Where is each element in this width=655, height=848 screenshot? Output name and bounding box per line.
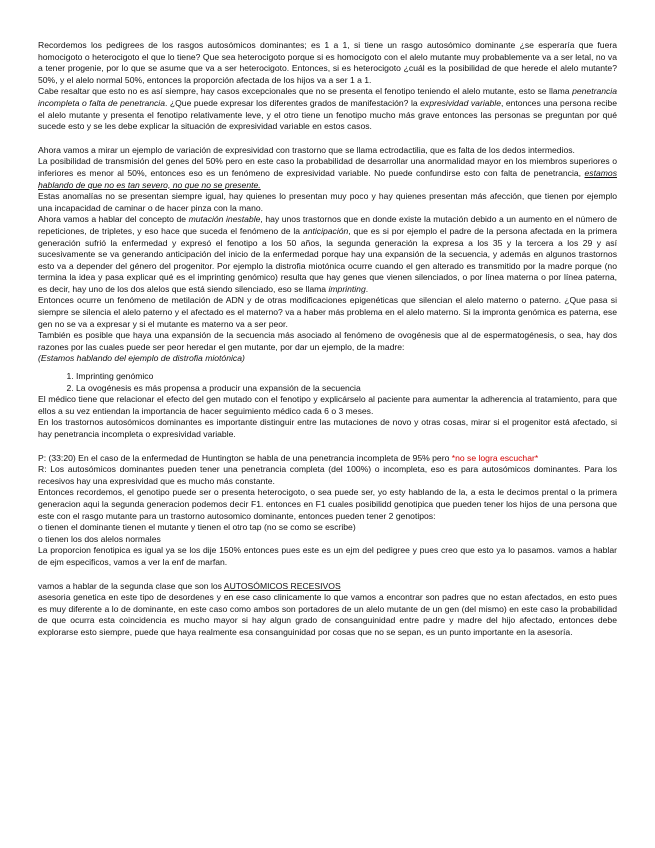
paragraph-methylation: Entonces ocurre un fenómeno de metilación de ADN y de otras modificaciones epigenéticas que silencian el alelo materno o paterno. ¿Que pasa si siempre se silencia el alelo paterno y el afectado es el materno? va a haber más problema en el alelo materno. Si la impronta genómica es paterna, ese gen no se va a expresar y si el mutante es materno va a ser peor. [38,295,617,329]
paragraph-adherence: El médico tiene que relacionar el efecto del gen mutado con el fenotipo y explicárselo al paciente para aumentar la adherencia al tratamiento, para que ellos a su vez entiendan la importancia de hacer seguimiento médico cada 6 o 3 meses. [38,394,617,416]
italic-term: anticipación [302,225,349,236]
paragraph-transmission [38,156,617,191]
paragraph-ectrodactyly: Ahora vamos a mirar un ejemplo de variación de expresividad con trastorno que se llama ectrodactilia, que es falta de los dedos intermedios. [38,144,575,155]
question-huntington [38,453,617,465]
paragraph-anomalies: Estas anomalías no se presentan siempre igual, hay quienes lo presentan muy poco y hay quienes presentan más afección, que tienen por ejemplo una incapacidad de caminar o de hacer pinza con la mano. [38,191,617,213]
text-run: vamos a hablar de la segunda clase que son los [38,580,224,591]
reasons-list [38,371,617,394]
italic-term: imprinting [328,283,366,294]
paragraph-oogenesis: También es posible que haya una expansión de la secuencia más asociado al fenómeno de ovogénesis que al de espermatogénesis, o sea, hay dos razones por las cuales puede ser peor heredar el gen mutante, por dar un ejemplo, de la madre: [38,330,617,352]
text-run: , que es si por ejemplo el padre de la persona afectada en la primera generación sufrió la enfermedad y expresó el fenotipo a los 50 años, la segunda generación la expresa a los 35 y la tercera a los 29 y así sucesivamente se va generando anticipación del inicio de la enfermedad porque hay una expansión de la secuencia, y además en algunos trastornos esto va a depender del género del progenitor. Por ejemplo la distrofia miotónica ocurre cuando el gen alterado es transmitido por la madre porque (no termina la idea y pasa explicar qué es el imprinting genómico) resulta que hay genes que vienen silenciados, o por línea materna o por línea paterna, es decir, hay uno de los dos alelos que está siendo silenciado, eso se llama [38,225,617,294]
text-run: Cabe resaltar que esto no es así siempre, hay casos excepcionales que no se presenta el fenotipo teniendo el alelo mutante, esto se llama [38,86,573,97]
paragraph-phenotypic-ratio: La proporcion fenotipica es igual ya se los dije 150% entonces pues este es un ejm del pedigree y pues creo que esto ya lo pasamos. vamos a hablar de ejm especificos, vamos a ver la enf de marfan. [38,545,617,567]
paragraph-pedigrees: Recordemos los pedigrees de los rasgos autosómicos dominantes; es 1 a 1, si tiene un rasgo autosómico dominante ¿se esperaría que fuera homocigoto o heterocigoto el que lo tiene? Que sea heterocigoto porque si es homocigoto con el alelo mutante muy probablemente va a ser letal, no va a tener progenie, por lo que se asume que va a ser heterocigoto. Entonces, si es heterocigoto ¿cuál es la posibilidad de que herede el alelo mutante? 50%, y el alelo normal 50%, entonces la proporción afectada de los hijos va a ser 1 a 1. [38,40,617,85]
italic-term: mutación inestable [188,214,261,225]
paragraph-recessive-intro [38,581,617,593]
paragraph-note-myotonic [38,353,617,365]
section-heading: AUTOSÓMICOS RECESIVOS [223,580,341,591]
inaudible-note: *no se logra escuchar* [451,452,539,463]
paragraph-penetrance [38,86,617,132]
italic-term: penetrancia incompleta o falta de penetrancia [38,86,617,108]
underlined-note: estamos hablando de que no es tan severo, no que no se presente. [38,167,617,190]
paragraph-genotypes: Entonces recordemos, el genotipo puede ser o presenta heterocigoto, o sea puede ser, yo esty hablando de la, a esta le decimos prental o la primera generacion aqui la segunda generacion podemos decir F1. entonces en F1 cuales posibilidd genotipica que pueden tener los hijos de una persona que este con el rasgo mutante para un trastorno autosomico dominante, entonces pueden tener 2 genotipos: [38,487,617,521]
italic-note: (Estamos hablando del ejemplo de distrofia miotónica) [38,353,245,364]
document-page [38,40,617,639]
paragraph-genotype-option-2: o tienen los dos alelos normales [38,533,161,544]
text-run: , hay unos trastornos que en donde existe la mutación debido a un aumento en el número de repeticiones, de tripletes, y eso hace que suceda el fenómeno de la [38,214,617,236]
list-item: 1. Imprinting genómico [76,371,617,383]
paragraph-recessive-counseling: asesoria genetica en este tipo de desordenes y en ese caso clinicamente lo que vamos a encontrar son padres que no estan afectados, en esto pues es muy diferente a lo de dominante, en este caso como ambos son portadores de un alelo mutante de un gen (del mismo) en este caso la probabilidad de que ocurra esta coincidencia es mucho mayor si hay algun grado de consanguinidad entre padre y madre del hijo afectado, entonces debe explorarse esto siempre, puede que haya realmente esa consanguinidad por cosas que no se sepan, es un punto importante en la asesoría. [38,592,617,637]
text-run: Ahora vamos a hablar del concepto de [38,214,189,225]
text-run: , entonces una persona recibe el alelo mutante y presenta el fenotipo relativamente leve, y el otro tiene un fenotipo mucho más grave entonces las personas se preguntan por qué sucede esto y se les debe explicar la situación de expresividad variable en estos casos. [38,97,617,132]
paragraph-genotype-option-1: o tienen el dominante tienen el mutante y tienen el otro tap (no se como se escribe) [38,522,356,533]
text-run: P: (33:20) En el caso de la enfermedad de Huntington se habla de una penetrancia incompleta de 95% pero [38,452,452,463]
text-run: . [365,283,369,294]
answer-penetrance: R: Los autosómicos dominantes pueden tener una penetrancia completa (del 100%) o incompleta, eso es para autosómicos dominantes. Para los recesivos hay una expresividad que es mucho más constante. [38,464,617,486]
list-item: 2. La ovogénesis es más propensa a producir una expansión de la secuencia [76,383,617,395]
text-run: . ¿Que puede expresar los diferentes grados de manifestación? la [165,97,421,108]
text-run: La posibilidad de transmisión del genes del 50% pero en este caso la probabilidad de desarrollar una anormalidad mayor en los miembros superiores o inferiores es menor al 50%, entonces eso es un fenómeno de expresividad variable. No puede confundirse esto con falta de penetrancia, [38,156,617,178]
italic-term: expresividad variable [420,97,501,108]
paragraph-de-novo: En los trastornos autosómicos dominantes es importante distinguir entre las mutaciones de novo y otras cosas, mirar si el progenitor está afectado, si hay penetrancia incompleta o expresividad variable. [38,417,617,439]
paragraph-unstable-mutation [38,214,617,295]
